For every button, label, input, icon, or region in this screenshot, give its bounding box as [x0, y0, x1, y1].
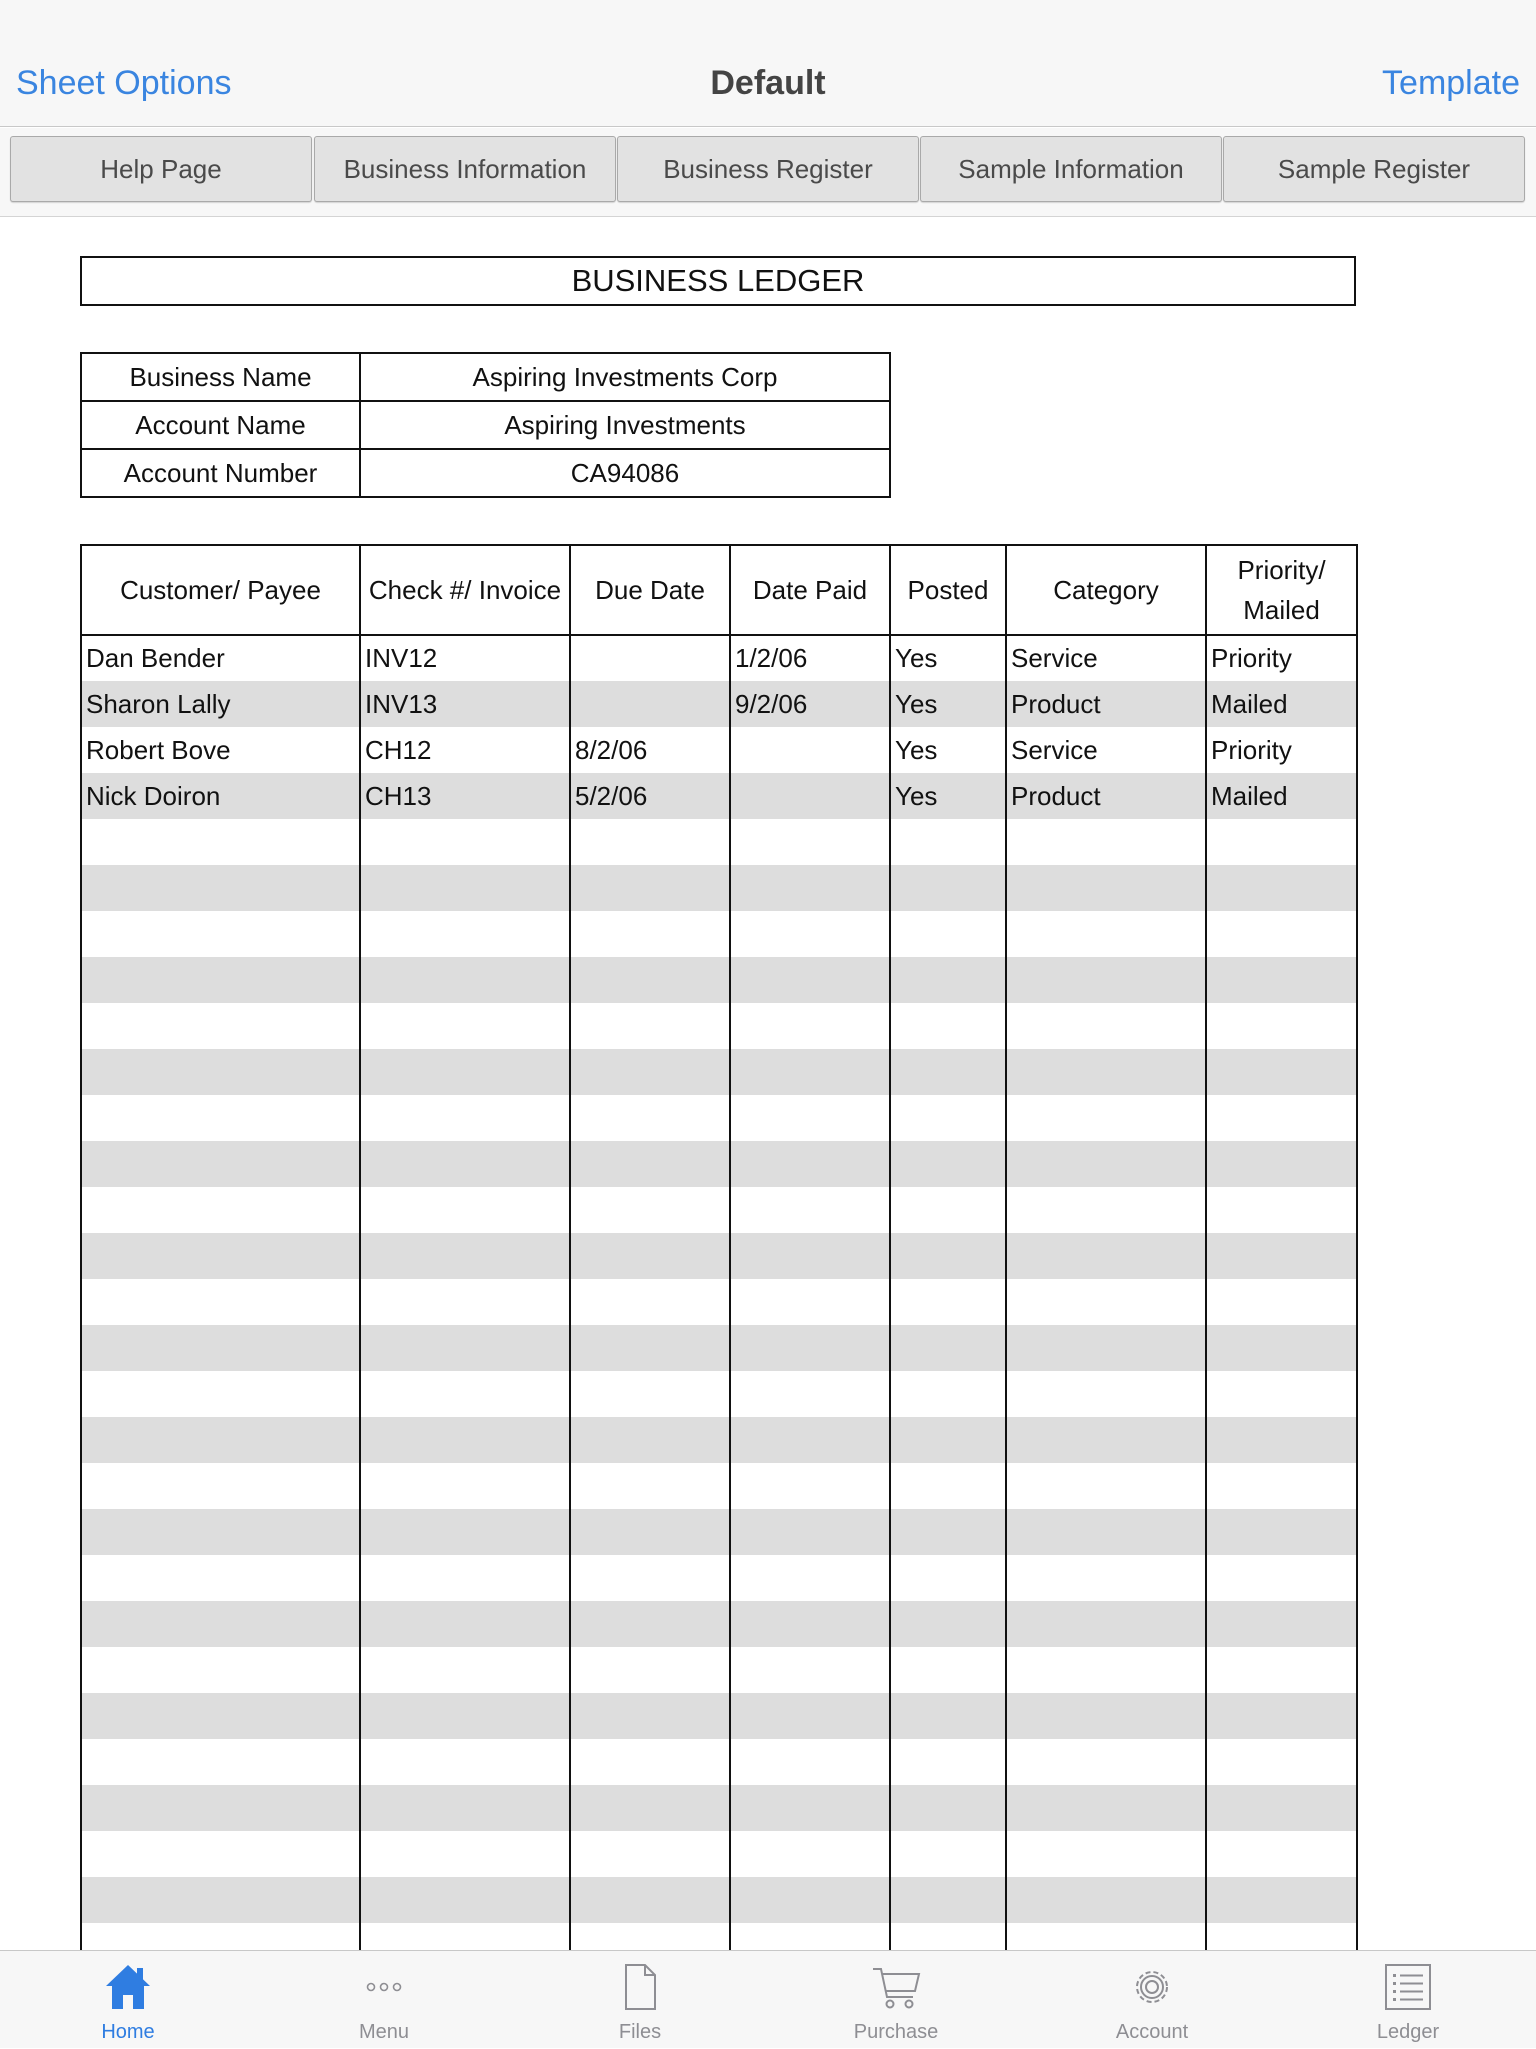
cell-due-date[interactable]	[570, 1693, 730, 1739]
table-row	[81, 1279, 1357, 1325]
cell-posted[interactable]: Yes	[890, 635, 1006, 681]
cell-check-invoice[interactable]	[360, 1003, 570, 1049]
cell-priority-mailed[interactable]: Priority	[1206, 727, 1357, 773]
gear-icon	[1127, 1961, 1177, 2013]
more-icon	[359, 1961, 409, 2013]
info-row	[81, 449, 890, 497]
cell-check-invoice[interactable]	[360, 1509, 570, 1555]
cell-category[interactable]	[1006, 1785, 1206, 1831]
table-row	[81, 1325, 1357, 1371]
cell-customer-payee[interactable]	[81, 1003, 360, 1049]
cell-category[interactable]	[1006, 1693, 1206, 1739]
cell-date-paid[interactable]: 9/2/06	[730, 681, 890, 727]
cell-customer-payee[interactable]	[81, 865, 360, 911]
tab-business-information[interactable]: Business Information	[314, 136, 616, 202]
column-header-text: Category	[1053, 575, 1159, 605]
cell-customer-payee[interactable]	[81, 911, 360, 957]
cell-check-invoice[interactable]: CH12	[360, 727, 570, 773]
column-header-text: Customer/ Payee	[120, 575, 321, 605]
cell-priority-mailed[interactable]	[1206, 1187, 1357, 1233]
cell-customer-payee[interactable]	[81, 819, 360, 865]
tabbar-menu[interactable]	[256, 1951, 512, 2049]
cell-priority-mailed[interactable]	[1206, 1923, 1357, 1950]
cell-date-paid[interactable]	[730, 1877, 890, 1923]
cell-due-date[interactable]	[570, 1877, 730, 1923]
info-label[interactable]: Account Number	[81, 449, 360, 497]
tabbar-account[interactable]	[1024, 1951, 1280, 2049]
cell-customer-payee[interactable]: Nick Doiron	[81, 773, 360, 819]
cell-customer-payee[interactable]	[81, 1739, 360, 1785]
cell-category[interactable]	[1006, 1279, 1206, 1325]
column-header-customer-payee[interactable]	[81, 545, 360, 635]
table-row	[81, 1739, 1357, 1785]
cell-customer-payee[interactable]	[81, 1233, 360, 1279]
cell-priority-mailed[interactable]	[1206, 1141, 1357, 1187]
cell-check-invoice[interactable]	[360, 865, 570, 911]
cell-posted[interactable]	[890, 1601, 1006, 1647]
cell-posted[interactable]	[890, 1417, 1006, 1463]
cell-date-paid[interactable]	[730, 911, 890, 957]
cell-priority-mailed[interactable]	[1206, 1831, 1357, 1877]
cell-customer-payee[interactable]	[81, 1693, 360, 1739]
cell-customer-payee[interactable]	[81, 1831, 360, 1877]
info-value[interactable]: Aspiring Investments Corp	[360, 353, 890, 401]
cell-priority-mailed[interactable]	[1206, 957, 1357, 1003]
cell-priority-mailed[interactable]: Mailed	[1206, 773, 1357, 819]
cell-check-invoice[interactable]	[360, 1831, 570, 1877]
cell-posted[interactable]	[890, 1647, 1006, 1693]
cell-customer-payee[interactable]	[81, 957, 360, 1003]
cell-check-invoice[interactable]	[360, 1555, 570, 1601]
cell-category[interactable]	[1006, 1739, 1206, 1785]
cell-posted[interactable]: Yes	[890, 727, 1006, 773]
cell-category[interactable]	[1006, 957, 1206, 1003]
cell-due-date[interactable]	[570, 681, 730, 727]
cell-customer-payee[interactable]	[81, 1509, 360, 1555]
cell-category[interactable]	[1006, 1831, 1206, 1877]
table-row	[81, 819, 1357, 865]
cell-posted[interactable]	[890, 1325, 1006, 1371]
info-value[interactable]: Aspiring Investments	[360, 401, 890, 449]
cell-due-date[interactable]	[570, 1647, 730, 1693]
cell-due-date[interactable]	[570, 1049, 730, 1095]
cell-category[interactable]	[1006, 1095, 1206, 1141]
cell-priority-mailed[interactable]	[1206, 1555, 1357, 1601]
cell-due-date[interactable]	[570, 1463, 730, 1509]
cell-due-date[interactable]	[570, 1325, 730, 1371]
cell-category[interactable]	[1006, 1187, 1206, 1233]
cell-date-paid[interactable]	[730, 1279, 890, 1325]
cell-posted[interactable]	[890, 1923, 1006, 1950]
cell-due-date[interactable]	[570, 1279, 730, 1325]
column-header-check-invoice[interactable]	[360, 545, 570, 635]
cart-icon	[871, 1961, 921, 2013]
cell-customer-payee[interactable]	[81, 1877, 360, 1923]
cell-posted[interactable]	[890, 1509, 1006, 1555]
tabbar-ledger-label: Ledger	[1376, 2021, 1440, 2043]
ledger-table	[80, 544, 1358, 1950]
info-label[interactable]: Account Name	[81, 401, 360, 449]
tab-sample-register[interactable]: Sample Register	[1223, 136, 1525, 202]
column-header-text: Priority/	[1237, 555, 1326, 585]
cell-date-paid[interactable]	[730, 1371, 890, 1417]
cell-due-date[interactable]	[570, 1233, 730, 1279]
cell-check-invoice[interactable]	[360, 1141, 570, 1187]
cell-check-invoice[interactable]	[360, 1233, 570, 1279]
column-header-text: Due Date	[595, 575, 705, 605]
cell-priority-mailed[interactable]: Priority	[1206, 635, 1357, 681]
cell-customer-payee[interactable]	[81, 1371, 360, 1417]
cell-posted[interactable]	[890, 1877, 1006, 1923]
cell-posted[interactable]	[890, 1279, 1006, 1325]
column-header-posted[interactable]	[890, 545, 1006, 635]
cell-posted[interactable]	[890, 1555, 1006, 1601]
cell-customer-payee[interactable]	[81, 1785, 360, 1831]
cell-posted[interactable]	[890, 1141, 1006, 1187]
tab-help-page[interactable]: Help Page	[10, 136, 312, 202]
cell-category[interactable]	[1006, 911, 1206, 957]
nav-title: Default	[710, 64, 826, 102]
cell-date-paid[interactable]	[730, 1831, 890, 1877]
cell-posted[interactable]	[890, 957, 1006, 1003]
cell-date-paid[interactable]	[730, 1555, 890, 1601]
cell-due-date[interactable]	[570, 1003, 730, 1049]
cell-priority-mailed[interactable]	[1206, 1095, 1357, 1141]
cell-check-invoice[interactable]	[360, 1647, 570, 1693]
cell-due-date[interactable]	[570, 1831, 730, 1877]
cell-category[interactable]	[1006, 1233, 1206, 1279]
info-row	[81, 401, 890, 449]
cell-customer-payee[interactable]	[81, 1463, 360, 1509]
table-row	[81, 1233, 1357, 1279]
cell-check-invoice[interactable]	[360, 1371, 570, 1417]
cell-date-paid[interactable]	[730, 1095, 890, 1141]
business-info-table	[80, 352, 891, 498]
tab-bar	[0, 1950, 1536, 2048]
table-row	[81, 1555, 1357, 1601]
cell-due-date[interactable]	[570, 1601, 730, 1647]
table-row	[81, 1141, 1357, 1187]
tabbar-home-label: Home	[101, 2021, 155, 2043]
column-header-category[interactable]	[1006, 545, 1206, 635]
cell-category[interactable]	[1006, 1923, 1206, 1950]
cell-customer-payee[interactable]: Robert Bove	[81, 727, 360, 773]
cell-check-invoice[interactable]	[360, 1785, 570, 1831]
cell-check-invoice[interactable]	[360, 1923, 570, 1950]
cell-customer-payee[interactable]	[81, 1095, 360, 1141]
cell-priority-mailed[interactable]	[1206, 1463, 1357, 1509]
cell-priority-mailed[interactable]	[1206, 1785, 1357, 1831]
cell-due-date[interactable]	[570, 1739, 730, 1785]
cell-date-paid[interactable]	[730, 1325, 890, 1371]
cell-priority-mailed[interactable]	[1206, 1325, 1357, 1371]
cell-check-invoice[interactable]: INV12	[360, 635, 570, 681]
cell-category[interactable]	[1006, 1371, 1206, 1417]
cell-customer-payee[interactable]	[81, 1555, 360, 1601]
tabbar-home[interactable]	[0, 1951, 256, 2049]
cell-customer-payee[interactable]	[81, 1279, 360, 1325]
table-row	[81, 681, 1357, 727]
table-row	[81, 773, 1357, 819]
cell-posted[interactable]	[890, 1693, 1006, 1739]
cell-date-paid[interactable]	[730, 1417, 890, 1463]
cell-due-date[interactable]	[570, 1187, 730, 1233]
cell-category[interactable]	[1006, 1647, 1206, 1693]
cell-customer-payee[interactable]	[81, 1417, 360, 1463]
cell-due-date[interactable]: 8/2/06	[570, 727, 730, 773]
cell-due-date[interactable]	[570, 819, 730, 865]
cell-due-date[interactable]	[570, 865, 730, 911]
ledger-header-row	[81, 545, 1357, 635]
tabbar-files[interactable]	[512, 1951, 768, 2049]
cell-posted[interactable]: Yes	[890, 681, 1006, 727]
table-row	[81, 1785, 1357, 1831]
cell-check-invoice[interactable]	[360, 1739, 570, 1785]
cell-customer-payee[interactable]	[81, 1187, 360, 1233]
cell-due-date[interactable]	[570, 911, 730, 957]
navigation-bar	[0, 0, 1536, 127]
spreadsheet[interactable]	[0, 218, 1536, 1950]
info-value[interactable]: CA94086	[360, 449, 890, 497]
cell-customer-payee[interactable]	[81, 1325, 360, 1371]
table-row	[81, 1647, 1357, 1693]
cell-posted[interactable]	[890, 1739, 1006, 1785]
cell-check-invoice[interactable]	[360, 1463, 570, 1509]
cell-date-paid[interactable]	[730, 1003, 890, 1049]
cell-date-paid[interactable]	[730, 819, 890, 865]
cell-check-invoice[interactable]	[360, 1417, 570, 1463]
cell-date-paid[interactable]	[730, 865, 890, 911]
home-icon	[103, 1961, 153, 2013]
table-row	[81, 635, 1357, 681]
table-row	[81, 727, 1357, 773]
cell-check-invoice[interactable]	[360, 1187, 570, 1233]
cell-priority-mailed[interactable]	[1206, 1693, 1357, 1739]
cell-due-date[interactable]	[570, 1417, 730, 1463]
list-icon	[1383, 1961, 1433, 2013]
cell-priority-mailed[interactable]	[1206, 1233, 1357, 1279]
cell-customer-payee[interactable]	[81, 1923, 360, 1950]
cell-priority-mailed[interactable]	[1206, 911, 1357, 957]
cell-due-date[interactable]	[570, 1371, 730, 1417]
cell-check-invoice[interactable]: CH13	[360, 773, 570, 819]
cell-priority-mailed[interactable]	[1206, 1417, 1357, 1463]
table-row	[81, 1693, 1357, 1739]
cell-check-invoice[interactable]	[360, 1693, 570, 1739]
file-icon	[615, 1961, 665, 2013]
cell-priority-mailed[interactable]: Mailed	[1206, 681, 1357, 727]
cell-date-paid[interactable]	[730, 1693, 890, 1739]
cell-category[interactable]	[1006, 1601, 1206, 1647]
cell-posted[interactable]	[890, 1003, 1006, 1049]
cell-due-date[interactable]	[570, 1923, 730, 1950]
cell-date-paid[interactable]	[730, 1601, 890, 1647]
cell-priority-mailed[interactable]	[1206, 1371, 1357, 1417]
column-header-priority-mailed[interactable]	[1206, 545, 1357, 635]
cell-category[interactable]	[1006, 819, 1206, 865]
cell-posted[interactable]	[890, 1049, 1006, 1095]
cell-check-invoice[interactable]	[360, 1877, 570, 1923]
cell-posted[interactable]	[890, 1785, 1006, 1831]
cell-category[interactable]: Service	[1006, 635, 1206, 681]
table-row	[81, 1877, 1357, 1923]
cell-due-date[interactable]	[570, 1095, 730, 1141]
cell-posted[interactable]	[890, 1463, 1006, 1509]
cell-date-paid[interactable]	[730, 727, 890, 773]
template-button[interactable]: Template	[1382, 64, 1520, 102]
cell-due-date[interactable]	[570, 957, 730, 1003]
cell-date-paid[interactable]	[730, 1739, 890, 1785]
cell-customer-payee[interactable]: Dan Bender	[81, 635, 360, 681]
cell-posted[interactable]: Yes	[890, 773, 1006, 819]
cell-posted[interactable]	[890, 1233, 1006, 1279]
tab-sample-information[interactable]: Sample Information	[920, 136, 1222, 202]
cell-category[interactable]	[1006, 1555, 1206, 1601]
column-header-text: Date Paid	[752, 575, 868, 605]
cell-priority-mailed[interactable]	[1206, 1003, 1357, 1049]
cell-category[interactable]	[1006, 1417, 1206, 1463]
cell-posted[interactable]	[890, 1187, 1006, 1233]
cell-category[interactable]	[1006, 1003, 1206, 1049]
cell-check-invoice[interactable]	[360, 1325, 570, 1371]
table-row	[81, 1601, 1357, 1647]
cell-customer-payee[interactable]	[81, 1049, 360, 1095]
cell-date-paid[interactable]: 1/2/06	[730, 635, 890, 681]
sheet-options-button[interactable]: Sheet Options	[16, 64, 232, 102]
cell-date-paid[interactable]	[730, 1187, 890, 1233]
cell-category[interactable]	[1006, 1049, 1206, 1095]
cell-priority-mailed[interactable]	[1206, 865, 1357, 911]
cell-priority-mailed[interactable]	[1206, 819, 1357, 865]
cell-check-invoice[interactable]	[360, 819, 570, 865]
info-row	[81, 353, 890, 401]
cell-posted[interactable]	[890, 1095, 1006, 1141]
cell-check-invoice[interactable]	[360, 1601, 570, 1647]
table-row	[81, 1509, 1357, 1555]
cell-priority-mailed[interactable]	[1206, 1601, 1357, 1647]
cell-category[interactable]: Product	[1006, 681, 1206, 727]
cell-due-date[interactable]	[570, 1509, 730, 1555]
table-row	[81, 1003, 1357, 1049]
cell-date-paid[interactable]	[730, 1463, 890, 1509]
cell-posted[interactable]	[890, 911, 1006, 957]
column-header-text: Check #/ Invoice	[368, 575, 562, 605]
table-row	[81, 1463, 1357, 1509]
cell-date-paid[interactable]	[730, 1233, 890, 1279]
cell-priority-mailed[interactable]	[1206, 1509, 1357, 1555]
column-header-text: Mailed	[1243, 595, 1320, 625]
table-row	[81, 1417, 1357, 1463]
table-row	[81, 1371, 1357, 1417]
cell-priority-mailed[interactable]	[1206, 1049, 1357, 1095]
cell-category[interactable]	[1006, 865, 1206, 911]
cell-category[interactable]: Service	[1006, 727, 1206, 773]
tabbar-purchase[interactable]	[768, 1951, 1024, 2049]
cell-category[interactable]	[1006, 1325, 1206, 1371]
cell-check-invoice[interactable]: INV13	[360, 681, 570, 727]
cell-due-date[interactable]	[570, 1141, 730, 1187]
cell-customer-payee[interactable]: Sharon Lally	[81, 681, 360, 727]
cell-posted[interactable]	[890, 865, 1006, 911]
column-header-due-date[interactable]	[570, 545, 730, 635]
sheet-tabs	[0, 128, 1536, 217]
cell-posted[interactable]	[890, 1371, 1006, 1417]
table-row	[81, 911, 1357, 957]
cell-check-invoice[interactable]	[360, 957, 570, 1003]
cell-due-date[interactable]: 5/2/06	[570, 773, 730, 819]
cell-due-date[interactable]	[570, 1555, 730, 1601]
column-header-date-paid[interactable]	[730, 545, 890, 635]
cell-priority-mailed[interactable]	[1206, 1647, 1357, 1693]
cell-category[interactable]: Product	[1006, 773, 1206, 819]
cell-date-paid[interactable]	[730, 773, 890, 819]
tabbar-account-label: Account	[1115, 2021, 1189, 2043]
ledger-title[interactable]: BUSINESS LEDGER	[80, 256, 1356, 306]
cell-category[interactable]	[1006, 1141, 1206, 1187]
cell-customer-payee[interactable]	[81, 1141, 360, 1187]
cell-priority-mailed[interactable]	[1206, 1877, 1357, 1923]
cell-priority-mailed[interactable]	[1206, 1279, 1357, 1325]
tabbar-menu-label: Menu	[358, 2021, 410, 2043]
cell-date-paid[interactable]	[730, 1141, 890, 1187]
table-row	[81, 1049, 1357, 1095]
table-row	[81, 1187, 1357, 1233]
table-row	[81, 1923, 1357, 1950]
table-row	[81, 1831, 1357, 1877]
info-label[interactable]: Business Name	[81, 353, 360, 401]
tabbar-ledger[interactable]	[1280, 1951, 1536, 2049]
cell-date-paid[interactable]	[730, 1785, 890, 1831]
tabbar-files-label: Files	[618, 2021, 662, 2043]
table-row	[81, 1095, 1357, 1141]
cell-date-paid[interactable]	[730, 1647, 890, 1693]
cell-check-invoice[interactable]	[360, 911, 570, 957]
tabbar-purchase-label: Purchase	[853, 2021, 939, 2043]
cell-posted[interactable]	[890, 1831, 1006, 1877]
cell-check-invoice[interactable]	[360, 1049, 570, 1095]
column-header-text: Posted	[907, 575, 989, 605]
cell-category[interactable]	[1006, 1877, 1206, 1923]
cell-date-paid[interactable]	[730, 1509, 890, 1555]
cell-due-date[interactable]	[570, 635, 730, 681]
cell-customer-payee[interactable]	[81, 1601, 360, 1647]
cell-customer-payee[interactable]	[81, 1647, 360, 1693]
cell-priority-mailed[interactable]	[1206, 1739, 1357, 1785]
table-row	[81, 957, 1357, 1003]
cell-date-paid[interactable]	[730, 1923, 890, 1950]
cell-check-invoice[interactable]	[360, 1095, 570, 1141]
cell-date-paid[interactable]	[730, 1049, 890, 1095]
tab-business-register[interactable]: Business Register	[617, 136, 919, 202]
cell-due-date[interactable]	[570, 1785, 730, 1831]
table-row	[81, 865, 1357, 911]
cell-date-paid[interactable]	[730, 957, 890, 1003]
cell-posted[interactable]	[890, 819, 1006, 865]
cell-category[interactable]	[1006, 1463, 1206, 1509]
cell-check-invoice[interactable]	[360, 1279, 570, 1325]
cell-category[interactable]	[1006, 1509, 1206, 1555]
